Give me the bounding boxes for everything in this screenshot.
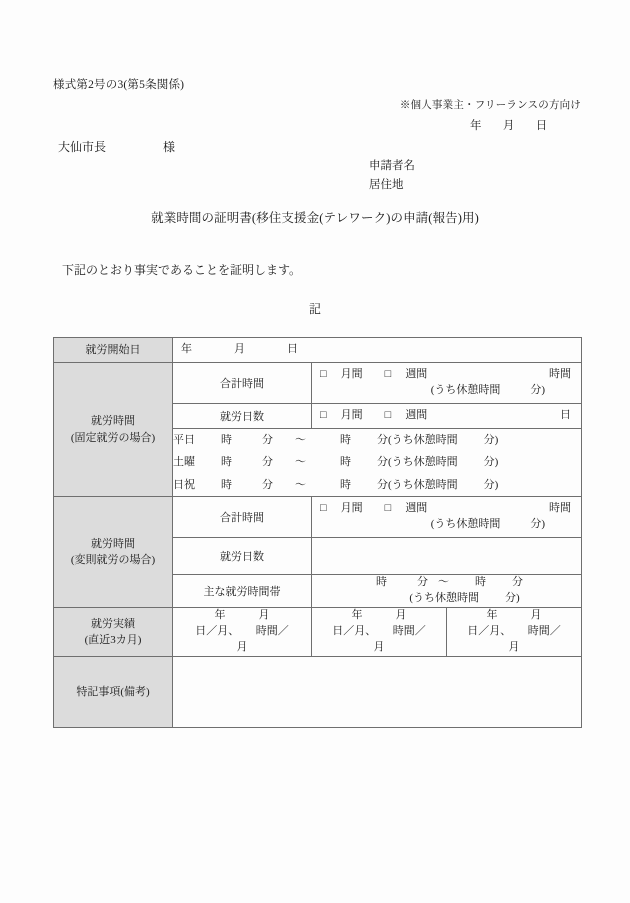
variable-label-line2: (変則就労の場合)	[70, 554, 156, 567]
label-weekly: 週間	[405, 502, 428, 515]
row-label-work-record	[54, 608, 173, 657]
main-band-to-hour: 時	[475, 576, 487, 589]
sublabel-main-work-band: 主な就労時間帯	[173, 575, 312, 608]
schedule-from-hour: 時	[221, 433, 232, 446]
label-monthly: 月間	[340, 502, 363, 515]
fixed-work-days-period-line	[320, 408, 573, 424]
sublabel-fixed-total-hours: 合計時間	[173, 362, 312, 403]
main-band-time-line	[312, 575, 581, 591]
record-per-month-label: 月	[373, 641, 385, 654]
schedule-row-weekday	[173, 429, 581, 452]
date-year-label: 年	[470, 120, 482, 132]
work-record-month-3-cell[interactable]	[447, 608, 582, 657]
main-band-to-min: 分	[512, 576, 524, 589]
schedule-row-saturday	[173, 451, 581, 474]
table-row-notes	[54, 656, 582, 727]
schedule-day-type: 平日	[173, 433, 195, 446]
record-label-line2: (直近3カ月)	[84, 634, 142, 647]
schedule-to-min-break: 分(うち休憩時間	[377, 478, 458, 491]
break-note-close: 分)	[530, 383, 546, 396]
notes-value-cell[interactable]	[173, 656, 582, 727]
checkbox-monthly-icon[interactable]: □	[320, 408, 327, 421]
submission-date-line	[470, 117, 547, 133]
record-label-line1: 就労実績	[91, 617, 135, 630]
sublabel-variable-work-days: 就労日数	[173, 538, 312, 575]
fixed-schedule-value-cell[interactable]	[173, 428, 582, 497]
applicant-name-label: 申請者名	[369, 160, 415, 172]
break-note-open: (うち休憩時間	[430, 518, 501, 531]
record-days-hours-label: 日／月、 時間／	[332, 625, 426, 638]
variable-main-band-value-cell[interactable]	[312, 575, 582, 608]
schedule-break-close: 分)	[483, 478, 499, 491]
date-day-label: 日	[535, 120, 548, 132]
break-note-open: (うち休憩時間	[409, 592, 480, 605]
checkbox-weekly-icon[interactable]: □	[384, 367, 392, 380]
unit-hours: 時間	[549, 502, 572, 515]
record-per-month-label: 月	[236, 641, 248, 654]
schedule-day-type: 土曜	[173, 456, 195, 469]
start-date-day: 日	[287, 343, 298, 355]
record-month-label: 年 月	[214, 609, 270, 622]
break-note-open: (うち休憩時間	[430, 383, 501, 396]
main-band-break-line	[312, 591, 581, 607]
variable-total-break-line	[320, 517, 573, 533]
break-note-close: 分)	[505, 592, 520, 605]
table-row-start-date	[54, 338, 582, 363]
unit-days: 日	[560, 408, 572, 421]
form-code: 様式第2号の3(第5条関係)	[53, 79, 185, 91]
table-row-fixed-total-hours	[54, 362, 582, 403]
schedule-tilde: ～	[295, 456, 306, 469]
schedule-tilde: ～	[295, 433, 306, 446]
main-band-from-min: 分	[417, 576, 429, 589]
break-note-close: 分)	[530, 518, 546, 531]
label-weekly: 週間	[405, 408, 428, 421]
page-title: 就業時間の証明書(移住支援金(テレワーク)の申請(報告)用)	[151, 211, 479, 225]
fixed-label-line1: 就労時間	[91, 415, 135, 428]
schedule-row-sunday-holiday	[173, 474, 581, 497]
row-label-start-date: 就労開始日	[54, 338, 173, 363]
work-record-month-1-cell[interactable]	[173, 608, 312, 657]
row-label-fixed-work-hours	[54, 362, 173, 496]
fixed-total-hours-value-cell[interactable]	[312, 362, 582, 403]
main-band-tilde: ～	[438, 576, 450, 589]
start-date-value-cell[interactable]	[173, 338, 582, 363]
addressee-honorific: 様	[163, 140, 176, 154]
record-per-month-label: 月	[508, 641, 520, 654]
work-hours-table	[53, 337, 582, 728]
schedule-to-hour: 時	[340, 433, 351, 446]
target-audience-note: ※個人事業主・フリーランスの方向け	[399, 100, 581, 111]
schedule-from-min: 分	[262, 456, 273, 469]
table-row-variable-total-hours	[54, 497, 582, 538]
fixed-work-days-value-cell[interactable]	[312, 403, 582, 428]
label-monthly: 月間	[340, 408, 363, 421]
checkbox-monthly-icon[interactable]: □	[320, 367, 327, 380]
schedule-from-min: 分	[262, 478, 273, 491]
schedule-to-min-break: 分(うち休憩時間	[377, 433, 458, 446]
ki-marker: 記	[308, 302, 321, 316]
sublabel-fixed-work-days: 就労日数	[173, 403, 312, 428]
schedule-from-hour: 時	[221, 456, 232, 469]
certification-statement: 下記のとおり事実であることを証明します。	[62, 263, 302, 277]
schedule-from-hour: 時	[221, 478, 232, 491]
schedule-to-min-break: 分(うち休憩時間	[377, 456, 458, 469]
fixed-label-line2: (固定就労の場合)	[70, 431, 156, 444]
row-label-variable-work-hours	[54, 497, 173, 608]
applicant-address-label: 居住地	[369, 179, 404, 191]
schedule-day-type: 日祝	[173, 478, 195, 491]
schedule-tilde: ～	[295, 478, 306, 491]
schedule-to-hour: 時	[340, 456, 351, 469]
schedule-from-min: 分	[262, 433, 273, 446]
checkbox-monthly-icon[interactable]: □	[320, 502, 327, 515]
fixed-total-hours-period-line	[320, 367, 573, 383]
addressee-name: 大仙市長	[58, 140, 107, 154]
addressee-line	[58, 138, 175, 155]
schedule-break-close: 分)	[483, 456, 499, 469]
date-month-label: 月	[502, 120, 515, 132]
unit-hours: 時間	[549, 367, 572, 380]
record-month-label: 年 月	[351, 609, 407, 622]
schedule-to-hour: 時	[340, 478, 351, 491]
record-month-label: 年 月	[486, 609, 542, 622]
row-label-notes: 特記事項(備考)	[54, 656, 173, 727]
start-date-year: 年	[181, 343, 192, 355]
variable-total-hours-period-line	[320, 501, 573, 517]
sublabel-variable-total-hours: 合計時間	[173, 497, 312, 538]
main-band-from-hour: 時	[376, 576, 388, 589]
variable-work-days-value-cell[interactable]	[312, 538, 582, 575]
variable-total-hours-value-cell[interactable]	[312, 497, 582, 538]
record-days-hours-label: 日／月、 時間／	[467, 625, 561, 638]
schedule-break-close: 分)	[483, 433, 499, 446]
checkbox-weekly-icon[interactable]: □	[384, 408, 392, 421]
work-record-month-2-cell[interactable]	[312, 608, 447, 657]
variable-label-line1: 就労時間	[91, 537, 135, 550]
start-date-month: 月	[234, 343, 245, 355]
fixed-total-break-line	[320, 383, 573, 399]
label-weekly: 週間	[405, 367, 428, 380]
record-days-hours-label: 日／月、 時間／	[195, 625, 289, 638]
start-date-fields	[181, 342, 573, 358]
checkbox-weekly-icon[interactable]: □	[384, 502, 392, 515]
label-monthly: 月間	[340, 367, 363, 380]
table-row-work-record	[54, 608, 582, 657]
